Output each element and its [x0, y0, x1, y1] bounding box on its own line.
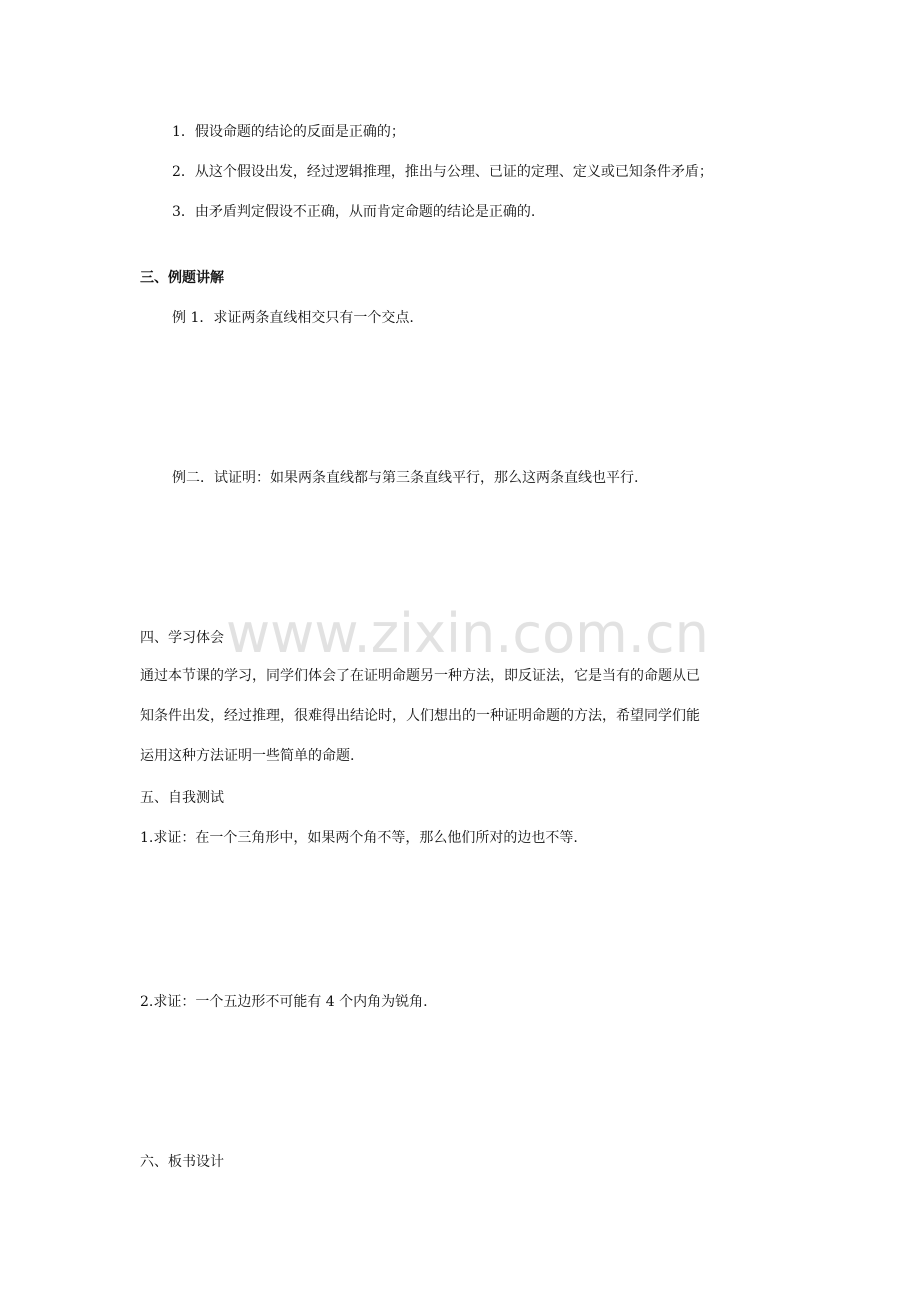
watermark: www.zixin.com.cn	[226, 602, 709, 665]
step-2: 2．从这个假设出发，经过逻辑推理，推出与公理、已证的定理、定义或已知条件矛盾；	[172, 164, 713, 180]
section-heading-examples: 三、例题讲解	[140, 270, 224, 286]
section-heading-self-test: 五、自我测试	[140, 790, 224, 806]
reflection-line-1: 通过本节课的学习，同学们体会了在证明命题另一种方法，即反证法，它是当有的命题从已	[140, 668, 700, 684]
section-heading-board-design: 六、板书设计	[140, 1154, 224, 1170]
self-test-question-2: 2.求证：一个五边形不可能有 4 个内角为锐角.	[140, 994, 428, 1010]
step-3: 3．由矛盾判定假设不正确，从而肯定命题的结论是正确的.	[172, 204, 536, 220]
example-1: 例 1．求证两条直线相交只有一个交点.	[172, 310, 414, 326]
reflection-line-2: 知条件出发，经过推理，很难得出结论时，人们想出的一种证明命题的方法，希望同学们能	[140, 708, 700, 724]
section-heading-reflection: 四、学习体会	[140, 630, 224, 646]
example-2: 例二．试证明：如果两条直线都与第三条直线平行，那么这两条直线也平行.	[172, 470, 639, 486]
self-test-question-1: 1.求证：在一个三角形中，如果两个角不等，那么他们所对的边也不等.	[140, 830, 578, 846]
reflection-line-3: 运用这种方法证明一些简单的命题.	[140, 748, 355, 764]
step-1: 1．假设命题的结论的反面是正确的；	[172, 124, 405, 140]
